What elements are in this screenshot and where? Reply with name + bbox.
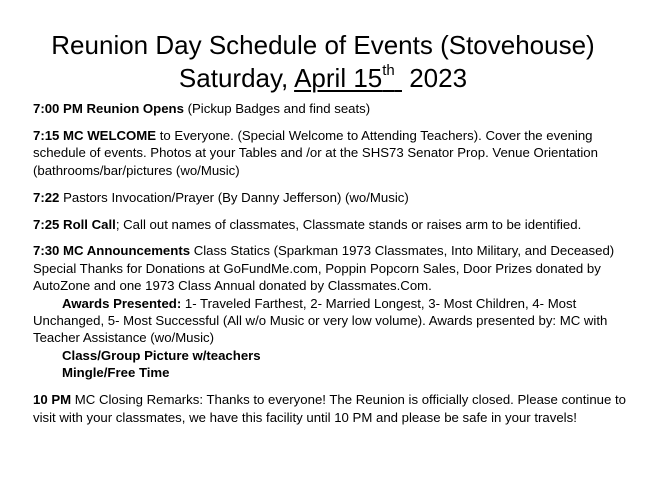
event-item — [33, 127, 633, 179]
group-picture-item: Class/Group Picture w/teachers — [62, 347, 261, 363]
awards-paragraph — [33, 295, 633, 347]
date-ordinal-suffix: th — [382, 62, 395, 79]
event-time-heading: 7:15 MC WELCOME — [33, 127, 157, 143]
date-month-day: April 15 — [294, 63, 383, 93]
closing-time-heading: 10 PM — [33, 392, 72, 408]
schedule-body — [33, 100, 633, 436]
event-time-heading: 7:22 — [33, 189, 60, 205]
date-underline-space — [395, 63, 402, 93]
schedule-date — [0, 62, 646, 94]
date-year: 2023 — [401, 63, 468, 93]
event-time-heading: 7:00 PM Reunion Opens — [33, 101, 184, 116]
event-description: Class Statics (Sparkman 1973 Classmates, Into Military, and Deceased) Special Thanks for Donations at GoFundMe.com, Poppin Popcorn Sales, Door Prizes donated by AutoZone and one 1973 Class Annual donated by Classmates.Com. — [33, 243, 615, 294]
awards-indent — [33, 296, 62, 311]
awards-description: 1- Traveled Farthest, 2- Married Longest, 3- Most Children, 4- Most Unchanged, 5- Most Successful (All w/o Music or very low volume). Awards presented by: MC with Teacher Assistance (wo/Music) — [33, 295, 608, 346]
closing-description: MC Closing Remarks: Thanks to everyone! The Reunion is officially closed. Please continue to visit with your classmates, we have this facility until 10 PM and please be safe in your travels! — [33, 392, 627, 425]
event-description: Pastors Invocation/Prayer (By Danny Jefferson) (wo/Music) — [59, 189, 409, 205]
event-item — [33, 100, 633, 117]
event-time-heading: 7:30 MC Announcements — [33, 243, 191, 259]
date-underlined — [294, 63, 402, 93]
mingle-item: Mingle/Free Time — [62, 365, 170, 381]
event-item — [33, 242, 633, 294]
event-item — [33, 189, 633, 206]
event-time-heading: 7:25 Roll Call — [33, 216, 116, 232]
closing-item — [33, 391, 633, 426]
date-prefix: Saturday, — [178, 63, 295, 93]
event-description: ; Call out names of classmates, Classmate stands or raises arm to be identified. — [115, 216, 582, 232]
event-description: to Everyone. (Special Welcome to Attending Teachers). Cover the evening schedule of events. Photos at your Tables and /or at the SHS73 Senator Prop. Venue Orientation (bathrooms/bar/pictures (wo/Music) — [33, 127, 598, 178]
event-item — [33, 216, 633, 233]
event-description: (Pickup Badges and find seats) — [183, 101, 371, 116]
awards-heading: Awards Presented: — [62, 295, 182, 311]
schedule-title: Reunion Day Schedule of Events (Stovehouse) — [51, 30, 595, 60]
